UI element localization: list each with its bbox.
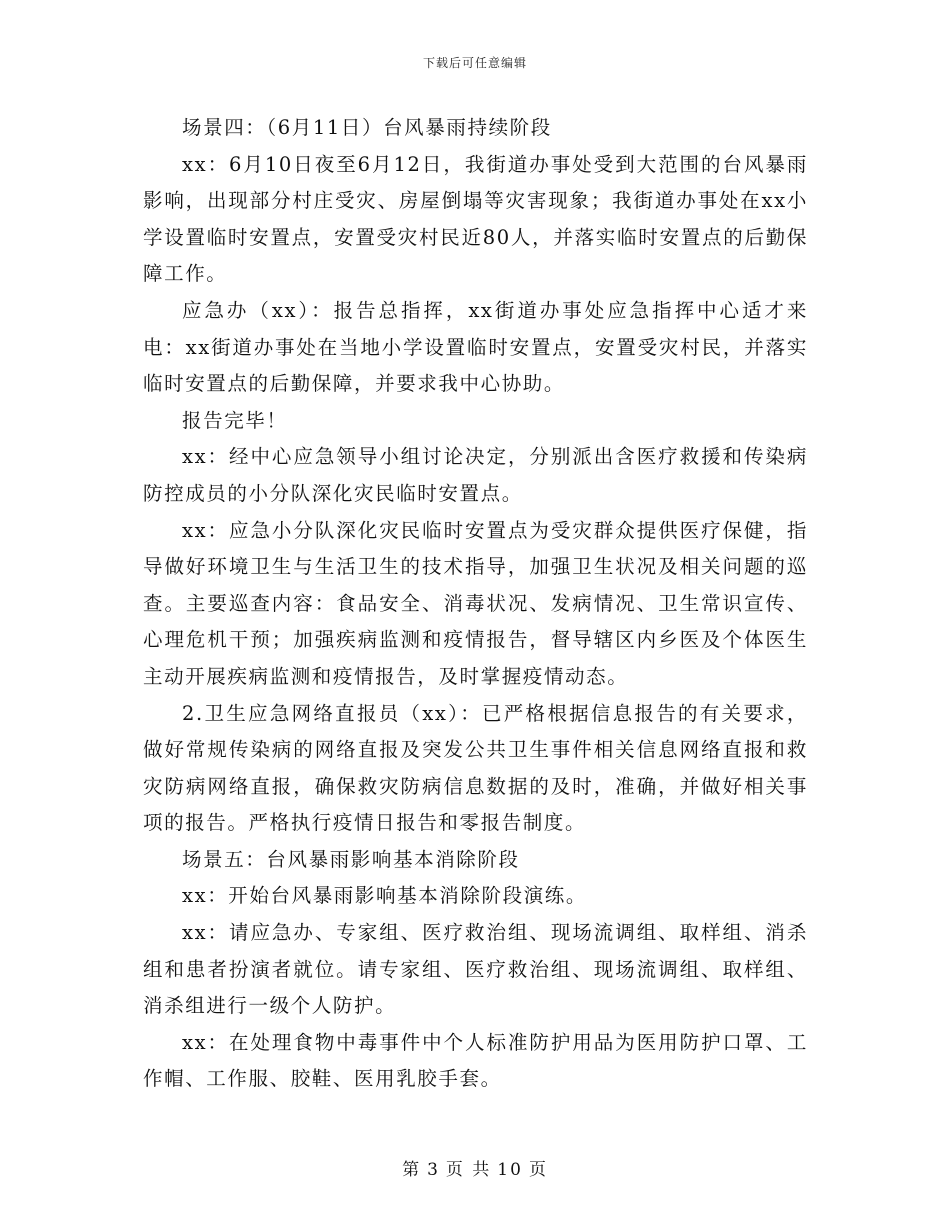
paragraph-network-reporting: 2.卫生应急网络直报员（xx）：已严格根据信息报告的有关要求，做好常规传染病的网络直报及突发公共卫生事件相关信息网络直报和救灾防病网络直报，确保救灾防病信息数据的及时，准确，并做好相关事项的报告。严格执行疫情日报告和零报告制度。	[143, 701, 808, 835]
paragraph-emergency-office-report: 应急办（xx）：报告总指挥，xx街道办事处应急指挥中心适才来电：xx街道办事处在当地小学设置临时安置点，安置受灾村民，并落实临时安置点的后勤保障，并要求我中心协助。	[143, 298, 808, 396]
paragraph-medical-care: xx：应急小分队深化灾民临时安置点为受灾群众提供医疗保健，指导做好环境卫生与生活卫生的技术指导，加强卫生状况及相关问题的巡查。主要巡查内容：食品安全、消毒状况、发病情况、卫生常识宣传、心理危机干预；加强疾病监测和疫情报告，督导辖区内乡医及个体医生主动开展疾病监测和疫情报告，及时掌握疫情动态。	[143, 518, 808, 688]
scene-five-heading: 场景五：台风暴雨影响基本消除阶段	[182, 847, 520, 871]
paragraph-teams-in-position: xx：请应急办、专家组、医疗救治组、现场流调组、取样组、消杀组和患者扮演者就位。请专家组、医疗救治组、现场流调组、取样组、消杀组进行一级个人防护。	[143, 921, 808, 1018]
paragraph-team-dispatch: xx：经中心应急领导小组讨论决定，分别派出含医疗救援和传染病防控成员的小分队深化灾民临时安置点。	[143, 445, 808, 505]
header-note: 下载后可任意编辑	[422, 56, 527, 70]
footer-suffix: 页	[528, 1160, 548, 1180]
paragraph-drill-start: xx：开始台风暴雨影响基本消除阶段演练。	[182, 884, 587, 908]
page-footer	[0, 1155, 950, 1180]
paragraph-report-complete: 报告完毕！	[182, 408, 288, 432]
paragraph-situation: xx：6月10日夜至6月12日，我街道办事处受到大范围的台风暴雨影响，出现部分村庄受灾、房屋倒塌等灾害现象；我街道办事处在xx小学设置临时安置点，安置受灾村民近80人，并落实临时安置点的后勤保障工作。	[143, 152, 808, 286]
footer-total-pages: 10	[497, 1160, 523, 1180]
footer-page-number: 3	[427, 1160, 440, 1180]
footer-middle: 页 共	[445, 1160, 492, 1180]
scene-four-heading: 场景四：（6月11日）台风暴雨持续阶段	[182, 116, 552, 139]
paragraph-protective-equipment: xx：在处理食物中毒事件中个人标准防护用品为医用防护口罩、工作帽、工作服、胶鞋、医用乳胶手套。	[143, 1030, 808, 1091]
document-body	[143, 110, 808, 1098]
footer-prefix: 第	[402, 1160, 422, 1180]
